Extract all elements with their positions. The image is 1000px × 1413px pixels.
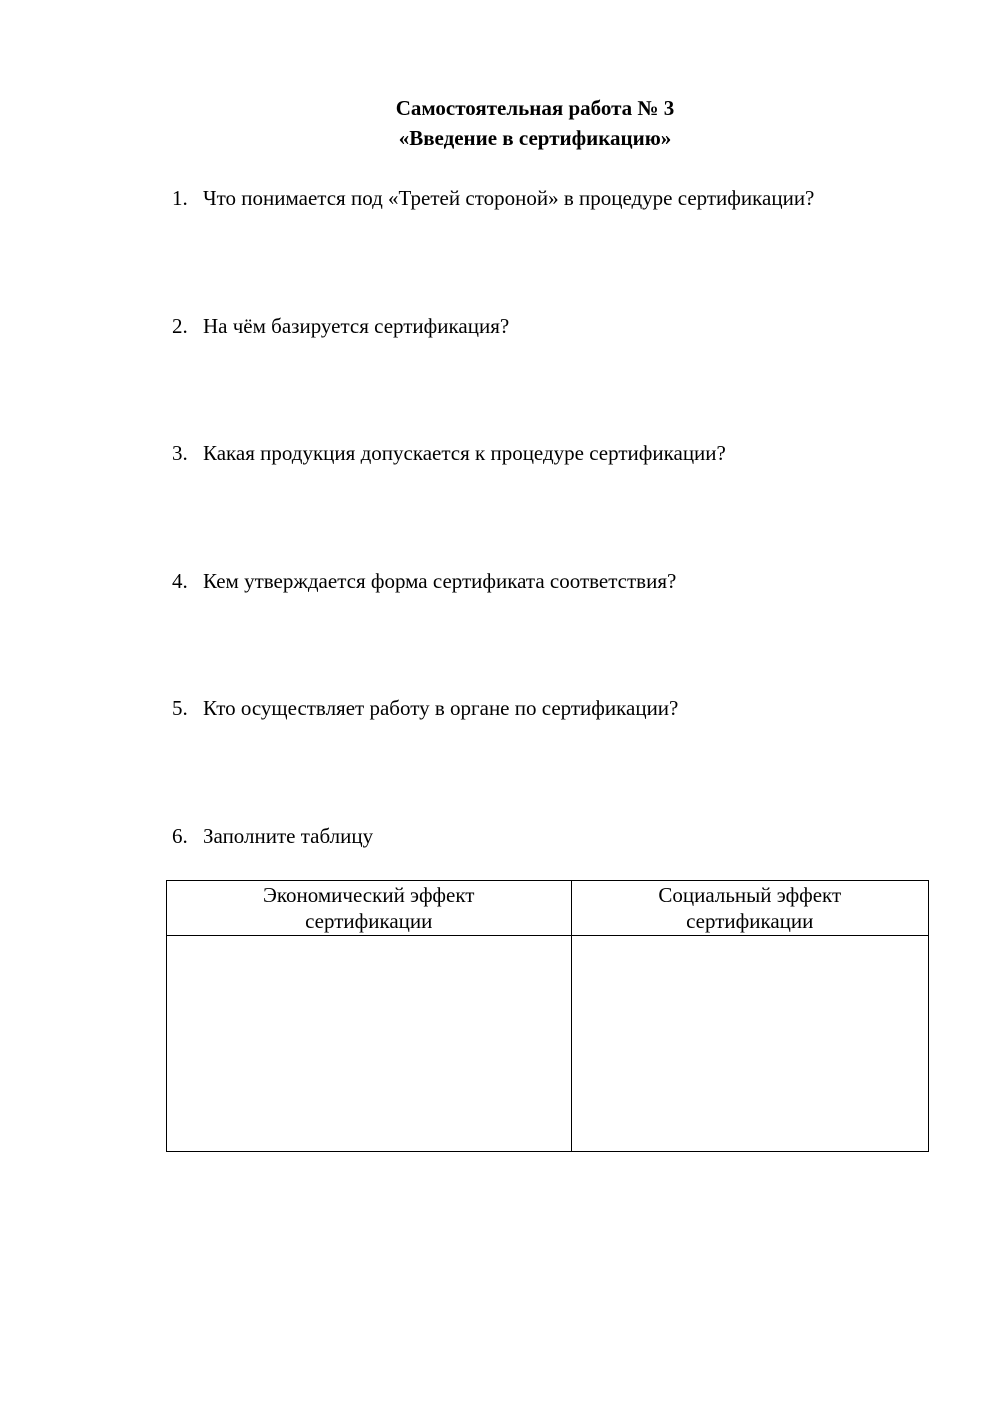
table-header-cell bbox=[167, 881, 572, 936]
question-1 bbox=[172, 184, 814, 212]
question-3 bbox=[172, 439, 726, 467]
worksheet-title: Самостоятельная работа № 3 bbox=[395, 96, 675, 120]
question-text: Что понимается под «Третей стороной» в процедуре сертификации? bbox=[203, 186, 815, 210]
question-text: Кто осуществляет работу в органе по сертификации? bbox=[203, 696, 679, 720]
question-2 bbox=[172, 312, 509, 340]
table-row bbox=[167, 936, 929, 1152]
answer-cell-economic[interactable] bbox=[167, 936, 572, 1152]
worksheet-subtitle: «Введение в сертификацию» bbox=[398, 126, 672, 150]
question-text: Какая продукция допускается к процедуре сертификации? bbox=[203, 441, 726, 465]
question-number: 3. bbox=[172, 441, 188, 465]
effects-table bbox=[166, 880, 929, 1152]
header-economic-effect: Экономический эффект сертификации bbox=[263, 883, 475, 933]
question-5 bbox=[172, 694, 678, 722]
answer-cell-social[interactable] bbox=[571, 936, 928, 1152]
table-header-row bbox=[167, 881, 929, 936]
table-header-cell bbox=[571, 881, 928, 936]
question-number: 4. bbox=[172, 569, 188, 593]
question-text: На чём базируется сертификация? bbox=[203, 314, 510, 338]
question-number: 6. bbox=[172, 824, 188, 848]
header-social-effect: Социальный эффект сертификации bbox=[658, 883, 842, 933]
question-6 bbox=[172, 822, 373, 850]
question-number: 1. bbox=[172, 186, 188, 210]
question-text: Кем утверждается форма сертификата соответствия? bbox=[203, 569, 677, 593]
question-text: Заполните таблицу bbox=[203, 824, 374, 848]
question-4 bbox=[172, 567, 676, 595]
question-number: 5. bbox=[172, 696, 188, 720]
question-number: 2. bbox=[172, 314, 188, 338]
